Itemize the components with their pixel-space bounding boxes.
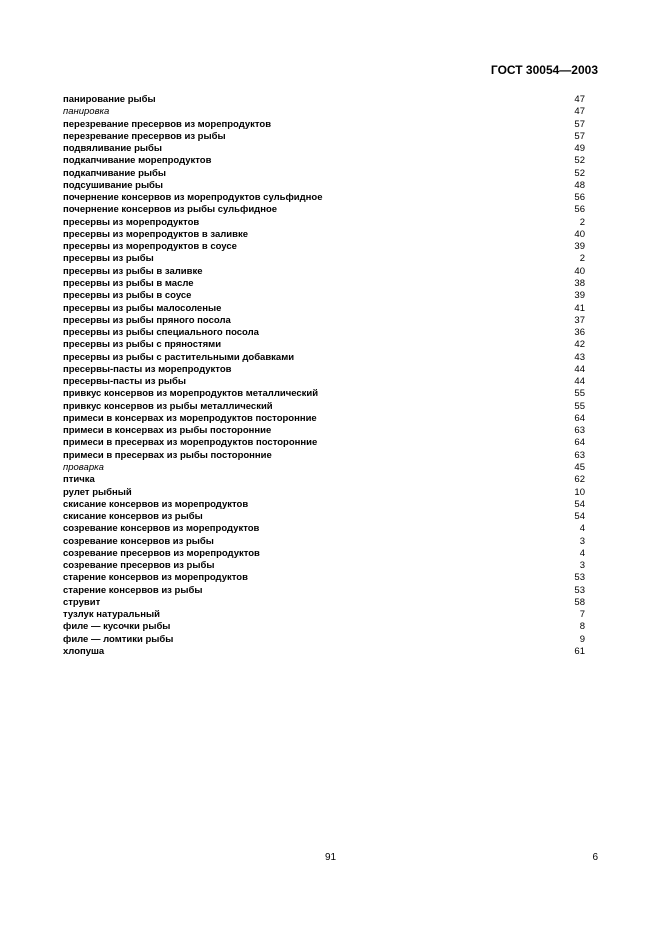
index-entry	[63, 229, 585, 241]
index-entry	[63, 597, 585, 609]
index-term: примеси в пресервах из морепродуктов посторонние	[63, 437, 318, 449]
index-term: пресервы из рыбы в заливке	[63, 265, 203, 277]
index-term: подкапчивание морепродуктов	[63, 155, 212, 167]
index-page-number: 48	[574, 179, 585, 191]
index-term: созревание пресервов из рыбы	[63, 560, 215, 572]
index-page-number: 61	[574, 645, 585, 657]
index-term: скисание консервов из рыбы	[63, 511, 203, 523]
index-entry	[63, 119, 585, 131]
term-index-list	[63, 94, 585, 658]
footer-page-number: 6	[592, 852, 598, 863]
index-page-number: 36	[574, 327, 585, 339]
document-header: ГОСТ 30054—2003	[490, 63, 598, 77]
index-entry	[63, 327, 585, 339]
index-page-number: 55	[574, 388, 585, 400]
index-entry	[63, 548, 585, 560]
index-term: филе — ломтики рыбы	[63, 633, 174, 645]
index-entry	[63, 266, 585, 278]
index-term: тузлук натуральный	[63, 609, 160, 621]
index-entry	[63, 585, 585, 597]
index-page-number: 58	[574, 596, 585, 608]
index-page-number: 49	[574, 143, 585, 155]
index-term: панировка	[63, 106, 110, 118]
index-page-number: 9	[579, 633, 585, 645]
index-entry	[63, 278, 585, 290]
index-page-number: 47	[574, 106, 585, 118]
index-entry	[63, 155, 585, 167]
index-term: пресервы из рыбы малосоленые	[63, 302, 222, 314]
index-entry	[63, 572, 585, 584]
index-entry	[63, 339, 585, 351]
index-term: созревание пресервов из морепродуктов	[63, 547, 260, 559]
index-entry	[63, 106, 585, 118]
index-page-number: 54	[574, 498, 585, 510]
index-term: подвяливание рыбы	[63, 143, 162, 155]
index-term: старение консервов из рыбы	[63, 584, 203, 596]
index-page-number: 43	[574, 351, 585, 363]
index-entry	[63, 487, 585, 499]
index-term: перезревание пресервов из рыбы	[63, 130, 226, 142]
index-term: струвит	[63, 596, 101, 608]
index-page-number: 54	[574, 511, 585, 523]
index-term: почернение консервов из рыбы сульфидное	[63, 204, 278, 216]
index-page-number: 40	[574, 228, 585, 240]
index-entry	[63, 192, 585, 204]
index-entry	[63, 450, 585, 462]
index-term: пресервы из рыбы в соусе	[63, 290, 192, 302]
index-page-number: 62	[574, 474, 585, 486]
index-term: пресервы из рыбы пряного посола	[63, 314, 231, 326]
index-page-number: 63	[574, 449, 585, 461]
index-term: филе — кусочки рыбы	[63, 621, 171, 633]
index-page-number: 8	[579, 621, 585, 633]
index-entry	[63, 217, 585, 229]
index-term: примеси в пресервах из рыбы посторонние	[63, 449, 272, 461]
index-entry	[63, 143, 585, 155]
index-page-number: 64	[574, 412, 585, 424]
index-entry	[63, 536, 585, 548]
index-page-number: 57	[574, 118, 585, 130]
index-entry	[63, 511, 585, 523]
index-entry	[63, 462, 585, 474]
index-entry	[63, 315, 585, 327]
index-term: рулет рыбный	[63, 486, 132, 498]
index-term: пресервы из рыбы с пряностями	[63, 339, 222, 351]
index-page-number: 53	[574, 584, 585, 596]
index-term: хлопуша	[63, 645, 105, 657]
index-entry	[63, 474, 585, 486]
index-page-number: 3	[579, 535, 585, 547]
index-entry	[63, 290, 585, 302]
index-page-number: 2	[579, 253, 585, 265]
index-entry	[63, 168, 585, 180]
index-page-number: 45	[574, 461, 585, 473]
index-page-number: 2	[579, 216, 585, 228]
index-page-number: 52	[574, 167, 585, 179]
index-page-number: 64	[574, 437, 585, 449]
index-entry	[63, 499, 585, 511]
index-page-number: 39	[574, 241, 585, 253]
index-entry	[63, 425, 585, 437]
index-term: скисание консервов из морепродуктов	[63, 498, 249, 510]
index-term: пресервы из морепродуктов в заливке	[63, 228, 248, 240]
index-term: птичка	[63, 474, 95, 486]
index-entry	[63, 560, 585, 572]
index-term: старение консервов из морепродуктов	[63, 572, 248, 584]
index-entry	[63, 401, 585, 413]
index-entry	[63, 413, 585, 425]
index-term: пресервы из рыбы специального посола	[63, 327, 259, 339]
index-page-number: 4	[579, 523, 585, 535]
index-term: подкапчивание рыбы	[63, 167, 166, 179]
index-term: панирование рыбы	[63, 94, 156, 105]
index-term: пресервы из рыбы	[63, 253, 154, 265]
index-page-number: 44	[574, 376, 585, 388]
index-entry	[63, 523, 585, 535]
index-page-number: 55	[574, 400, 585, 412]
index-entry	[63, 388, 585, 400]
index-page-number: 44	[574, 363, 585, 375]
index-term: пресервы из морепродуктов в соусе	[63, 241, 237, 253]
index-entry	[63, 180, 585, 192]
index-page-number: 37	[574, 314, 585, 326]
index-term: привкус консервов из рыбы металлический	[63, 400, 273, 412]
index-term: пресервы-пасты из морепродуктов	[63, 363, 232, 375]
index-entry	[63, 634, 585, 646]
index-page-number: 4	[579, 547, 585, 559]
index-page-number: 63	[574, 425, 585, 437]
index-page-number: 3	[579, 560, 585, 572]
index-term: привкус консервов из морепродуктов металлический	[63, 388, 319, 400]
index-entry	[63, 364, 585, 376]
index-page-number: 47	[574, 94, 585, 105]
index-term: перезревание пресервов из морепродуктов	[63, 118, 272, 130]
index-term: подсушивание рыбы	[63, 179, 164, 191]
index-page-number: 56	[574, 192, 585, 204]
index-term: примеси в консервах из морепродуктов посторонние	[63, 412, 317, 424]
index-entry	[63, 253, 585, 265]
index-page-number: 53	[574, 572, 585, 584]
index-entry	[63, 437, 585, 449]
index-entry	[63, 609, 585, 621]
index-term: почернение консервов из морепродуктов сульфидное	[63, 192, 323, 204]
index-page-number: 38	[574, 277, 585, 289]
index-page-number: 7	[579, 609, 585, 621]
index-term: пресервы из рыбы с растительными добавками	[63, 351, 295, 363]
index-term: пресервы из морепродуктов	[63, 216, 200, 228]
index-entry	[63, 621, 585, 633]
index-page-number: 52	[574, 155, 585, 167]
index-term: пресервы-пасты из рыбы	[63, 376, 186, 388]
index-entry	[63, 303, 585, 315]
index-term: проварка	[63, 461, 104, 473]
index-entry	[63, 204, 585, 216]
index-page-number: 56	[574, 204, 585, 216]
index-page-number: 42	[574, 339, 585, 351]
index-term: примеси в консервах из рыбы посторонние	[63, 425, 272, 437]
index-page-number: 41	[574, 302, 585, 314]
index-page-number: 40	[574, 265, 585, 277]
index-entry	[63, 94, 585, 106]
footer-center-number: 91	[324, 852, 337, 863]
index-entry	[63, 241, 585, 253]
index-page-number: 10	[574, 486, 585, 498]
index-entry	[63, 646, 585, 658]
index-term: созревание консервов из морепродуктов	[63, 523, 260, 535]
index-page-number: 39	[574, 290, 585, 302]
index-term: пресервы из рыбы в масле	[63, 277, 194, 289]
index-entry	[63, 131, 585, 143]
index-entry	[63, 376, 585, 388]
index-term: созревание консервов из рыбы	[63, 535, 214, 547]
index-entry	[63, 352, 585, 364]
index-page-number: 57	[574, 130, 585, 142]
